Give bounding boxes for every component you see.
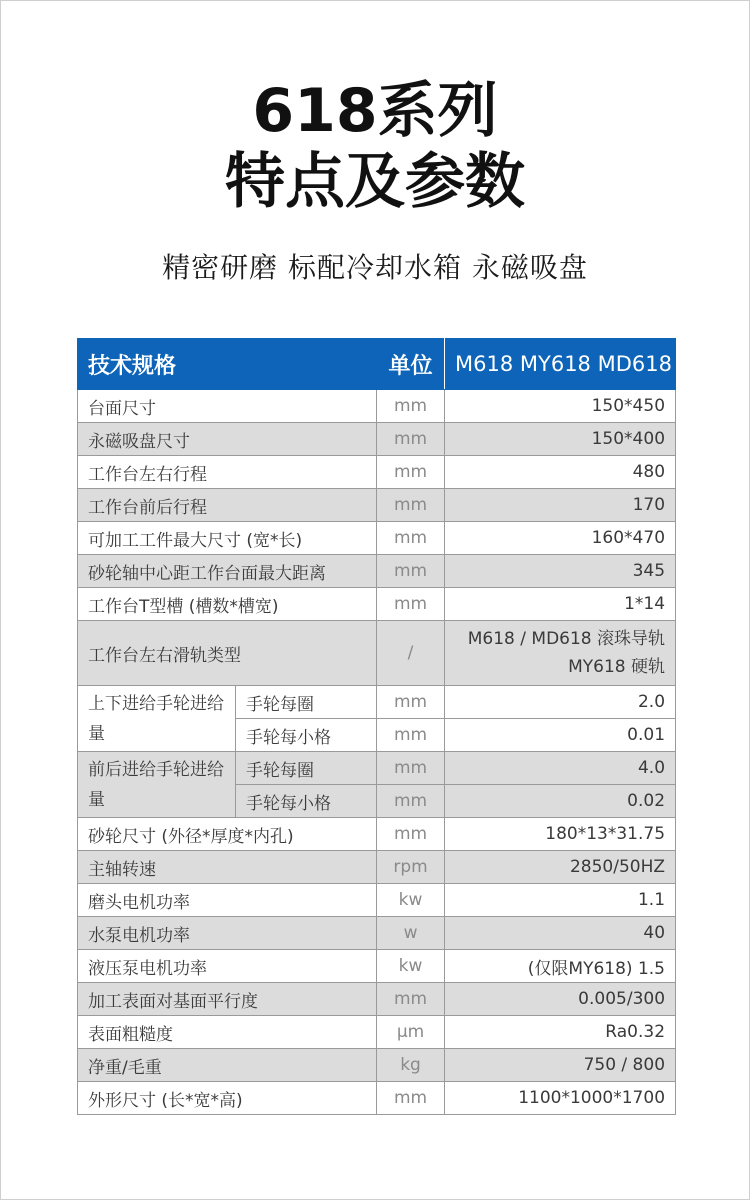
spec-subname: 手轮每圈 — [236, 686, 377, 719]
spec-unit: mm — [377, 588, 445, 621]
table-row — [78, 752, 676, 785]
spec-value: 2850/50HZ — [445, 851, 676, 884]
spec-name: 台面尺寸 — [78, 390, 377, 423]
spec-value: 1100*1000*1700 — [445, 1082, 676, 1115]
table-row — [78, 588, 676, 621]
spec-unit: kw — [377, 950, 445, 983]
spec-value: 0.005/300 — [445, 983, 676, 1016]
table-row — [78, 456, 676, 489]
spec-unit: mm — [377, 555, 445, 588]
spec-unit: mm — [377, 719, 445, 752]
spec-name: 外形尺寸 (长*宽*高) — [78, 1082, 377, 1115]
spec-value-line: M618 / MD618 滚珠导轨 — [467, 629, 666, 649]
table-row — [78, 423, 676, 456]
spec-value: 150*450 — [445, 390, 676, 423]
spec-unit: kw — [377, 884, 445, 917]
spec-value-line: MY618 硬轨 — [568, 657, 666, 677]
spec-value: 160*470 — [445, 522, 676, 555]
spec-value: 345 — [445, 555, 676, 588]
table-row — [78, 950, 676, 983]
spec-name: 工作台左右行程 — [78, 456, 377, 489]
spec-unit: mm — [377, 983, 445, 1016]
spec-name: 表面粗糙度 — [78, 1016, 377, 1049]
spec-value: 170 — [445, 489, 676, 522]
table-row — [78, 818, 676, 851]
table-row — [78, 1049, 676, 1082]
page-subtitle: 精密研磨 标配冷却水箱 永磁吸盘 — [162, 251, 588, 284]
spec-value: 150*400 — [445, 423, 676, 456]
spec-unit: rpm — [377, 851, 445, 884]
header-models: M618 MY618 MD618 — [445, 339, 676, 390]
spec-name: 主轴转速 — [78, 851, 377, 884]
spec-unit: mm — [377, 818, 445, 851]
spec-name: 净重/毛重 — [78, 1049, 377, 1082]
spec-name: 工作台T型槽 (槽数*槽宽) — [78, 588, 377, 621]
spec-value: 2.0 — [445, 686, 676, 719]
spec-value: (仅限MY618) 1.5 — [445, 950, 676, 983]
spec-name: 可加工工件最大尺寸 (宽*长) — [78, 522, 377, 555]
spec-unit: w — [377, 917, 445, 950]
table-row — [78, 555, 676, 588]
spec-name: 工作台左右滑轨类型 — [78, 621, 377, 686]
spec-name: 水泵电机功率 — [78, 917, 377, 950]
table-row — [78, 1082, 676, 1115]
spec-value: 480 — [445, 456, 676, 489]
spec-unit: mm — [377, 489, 445, 522]
spec-name: 工作台前后行程 — [78, 489, 377, 522]
spec-name: 砂轮轴中心距工作台面最大距离 — [78, 555, 377, 588]
spec-unit: mm — [377, 522, 445, 555]
table-row — [78, 884, 676, 917]
feed-group-label: 上下进给手轮进给量 — [78, 686, 236, 752]
table-row — [78, 390, 676, 423]
spec-unit: mm — [377, 686, 445, 719]
spec-value: 1.1 — [445, 884, 676, 917]
table-row — [78, 686, 676, 719]
spec-value: 1*14 — [445, 588, 676, 621]
page-title-line2: 特点及参数 — [225, 147, 525, 217]
header-unit: 单位 — [377, 339, 445, 390]
spec-unit: mm — [377, 785, 445, 818]
spec-unit: mm — [377, 390, 445, 423]
spec-value: 180*13*31.75 — [445, 818, 676, 851]
spec-value: 40 — [445, 917, 676, 950]
table-row — [78, 522, 676, 555]
spec-unit: mm — [377, 423, 445, 456]
spec-value: 0.02 — [445, 785, 676, 818]
table-row — [78, 917, 676, 950]
spec-unit: μm — [377, 1016, 445, 1049]
spec-unit: mm — [377, 752, 445, 785]
spec-unit: kg — [377, 1049, 445, 1082]
spec-table — [77, 338, 676, 1115]
spec-unit: / — [377, 621, 445, 686]
table-row — [78, 1016, 676, 1049]
spec-name: 磨头电机功率 — [78, 884, 377, 917]
spec-value: 4.0 — [445, 752, 676, 785]
spec-name: 液压泵电机功率 — [78, 950, 377, 983]
spec-table-header — [78, 339, 676, 390]
spec-value: Ra0.32 — [445, 1016, 676, 1049]
spec-value — [445, 621, 676, 686]
spec-value: 750 / 800 — [445, 1049, 676, 1082]
spec-value: 0.01 — [445, 719, 676, 752]
table-row — [78, 851, 676, 884]
feed-group-label: 前后进给手轮进给量 — [78, 752, 236, 818]
spec-subname: 手轮每小格 — [236, 785, 377, 818]
spec-subname: 手轮每小格 — [236, 719, 377, 752]
table-row — [78, 983, 676, 1016]
spec-unit: mm — [377, 1082, 445, 1115]
spec-name: 加工表面对基面平行度 — [78, 983, 377, 1016]
page-title: 618系列 — [252, 76, 498, 146]
table-row — [78, 489, 676, 522]
table-row — [78, 621, 676, 686]
spec-name: 永磁吸盘尺寸 — [78, 423, 377, 456]
spec-unit: mm — [377, 456, 445, 489]
spec-subname: 手轮每圈 — [236, 752, 377, 785]
spec-name: 砂轮尺寸 (外径*厚度*内孔) — [78, 818, 377, 851]
header-spec: 技术规格 — [78, 339, 377, 390]
